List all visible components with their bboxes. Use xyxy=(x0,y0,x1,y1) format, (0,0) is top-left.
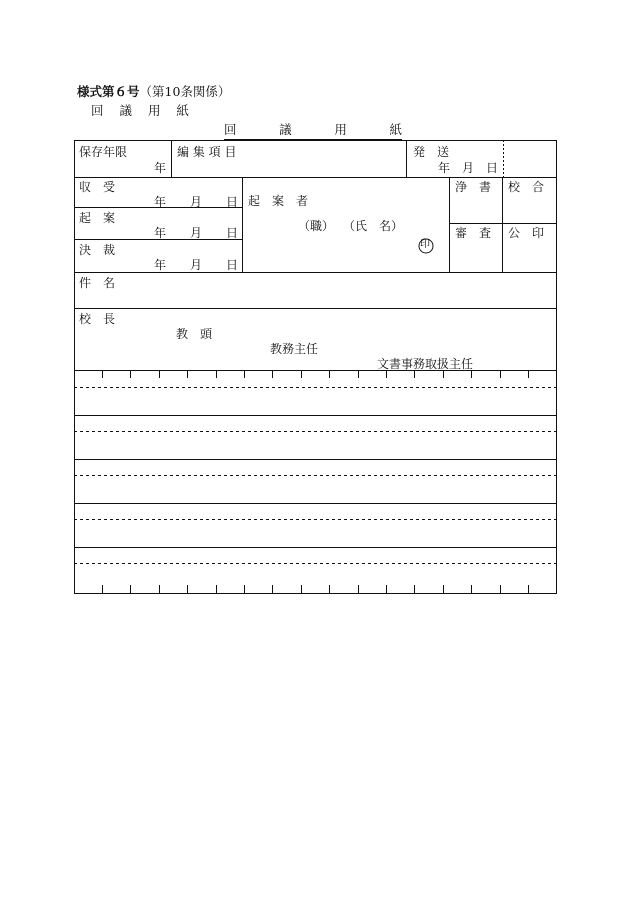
dispatch-label: 発 送 xyxy=(413,145,450,159)
drafted-label: 起 案 xyxy=(79,211,116,225)
classification-label: 編 集 項 目 xyxy=(177,145,237,159)
received-date: 年 月 日 xyxy=(154,195,239,209)
received-label: 収 受 xyxy=(79,180,116,194)
drafter-label: 起 案 者 xyxy=(248,194,309,208)
decided-label: 決 裁 xyxy=(79,243,116,257)
title-char-2: 議 xyxy=(279,122,292,137)
title-char-1: 回 xyxy=(224,122,237,137)
title-char-3: 用 xyxy=(334,122,347,137)
academic-chief-label: 教務主任 xyxy=(270,342,319,356)
vice-principal-label: 教 頭 xyxy=(176,327,213,341)
retention-label: 保存年限 xyxy=(79,145,128,159)
title-char-4: 紙 xyxy=(389,122,402,137)
drafted-date: 年 月 日 xyxy=(154,226,239,240)
retention-unit: 年 xyxy=(154,161,167,175)
form-number-label: 様式第６号 xyxy=(77,84,140,99)
clean-copy-label: 浄 書 xyxy=(455,180,492,194)
seal-mark: 印 xyxy=(420,239,430,250)
principal-label: 校 長 xyxy=(79,312,116,326)
subject-label: 件 名 xyxy=(79,276,116,290)
name-label: （氏 名） xyxy=(343,219,404,233)
document-chief-label: 文書事務取扱主任 xyxy=(377,357,474,371)
official-seal-label: 公 印 xyxy=(508,226,545,240)
proofread-label: 校 合 xyxy=(508,180,545,194)
dispatch-date: 年 月 日 xyxy=(438,161,499,175)
position-label: （職） xyxy=(298,219,335,233)
form-border xyxy=(75,141,557,594)
form-relation: （第10条関係） xyxy=(139,84,231,99)
decided-date: 年 月 日 xyxy=(154,258,239,272)
review-label: 審 査 xyxy=(455,226,492,240)
subtitle: 回 議 用 紙 xyxy=(91,103,195,118)
